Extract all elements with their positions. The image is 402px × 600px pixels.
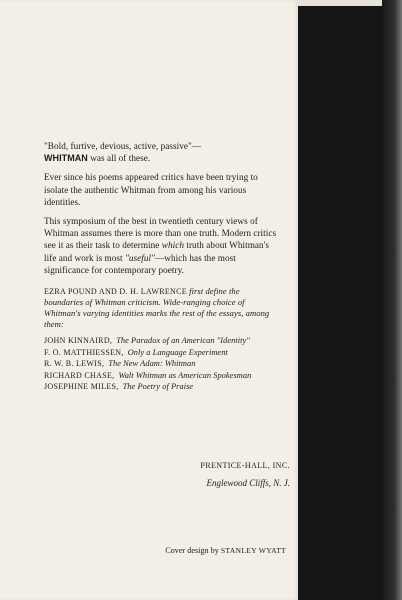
essay-title: The New Adam: Whitman (108, 359, 196, 369)
essay-title: Only a Language Experiment (127, 347, 228, 357)
essay-author: JOHN KINNAIRD, (44, 336, 113, 346)
opening-quote (44, 140, 278, 164)
intro-authors: EZRA POUND AND D. H. LAWRENCE (44, 287, 187, 297)
publisher-name: PRENTICE-HALL, INC. (200, 461, 290, 470)
back-cover-text (44, 140, 278, 394)
intro-text: first define the boundaries of Whitman criticism. Wide-ranging choice of Whitman's varying identities marks the rest of the essays, among them: (44, 286, 270, 330)
essay-item (44, 348, 278, 358)
para3-useful: "useful" (124, 252, 156, 263)
essay-title: The Poetry of Praise (122, 382, 194, 392)
para3-part-c: —which has the most significance for contemporary poetry. (44, 252, 236, 275)
cover-credit (40, 546, 286, 555)
para3-which: which (161, 240, 184, 251)
essay-item (44, 359, 278, 369)
para3-part-a: This symposium of the best in twentieth century views of Whitman assumes there is more than one truth. Modern critics see it as their task to determine (44, 216, 277, 251)
quote-tail: was all of these. (87, 153, 151, 164)
essay-author: R. W. B. LEWIS, (44, 359, 105, 369)
essay-list (44, 336, 278, 392)
intro-paragraph (44, 286, 278, 330)
essay-author: JOSEPHINE MILES, (44, 382, 119, 392)
essay-item (44, 336, 278, 346)
quote-line: "Bold, furtive, devious, active, passive"— (44, 141, 202, 151)
designer-name: STANLEY WYATT (220, 546, 286, 555)
paragraph-symposium (44, 215, 278, 276)
whitman-name: WHITMAN (44, 153, 88, 164)
essay-item (44, 371, 278, 381)
essay-author: F. O. MATTHIESSEN, (44, 347, 124, 357)
spine-edge (382, 0, 402, 600)
paragraph-identities: Ever since his poems appeared critics have been trying to isolate the authentic Whitman from among his various identities. (44, 172, 258, 207)
essay-title: Walt Whitman as American Spokesman (118, 370, 252, 380)
para3-part-b: truth about Whitman's life and work is most (44, 240, 270, 263)
publisher-city: Englewood Cliffs, N. J. (206, 478, 290, 488)
publisher-block (170, 460, 290, 489)
essay-title: The Paradox of an American "Identity" (116, 336, 250, 346)
essay-author: RICHARD CHASE, (44, 370, 115, 380)
credit-prefix: Cover design by (165, 546, 221, 555)
essay-item (44, 382, 278, 392)
